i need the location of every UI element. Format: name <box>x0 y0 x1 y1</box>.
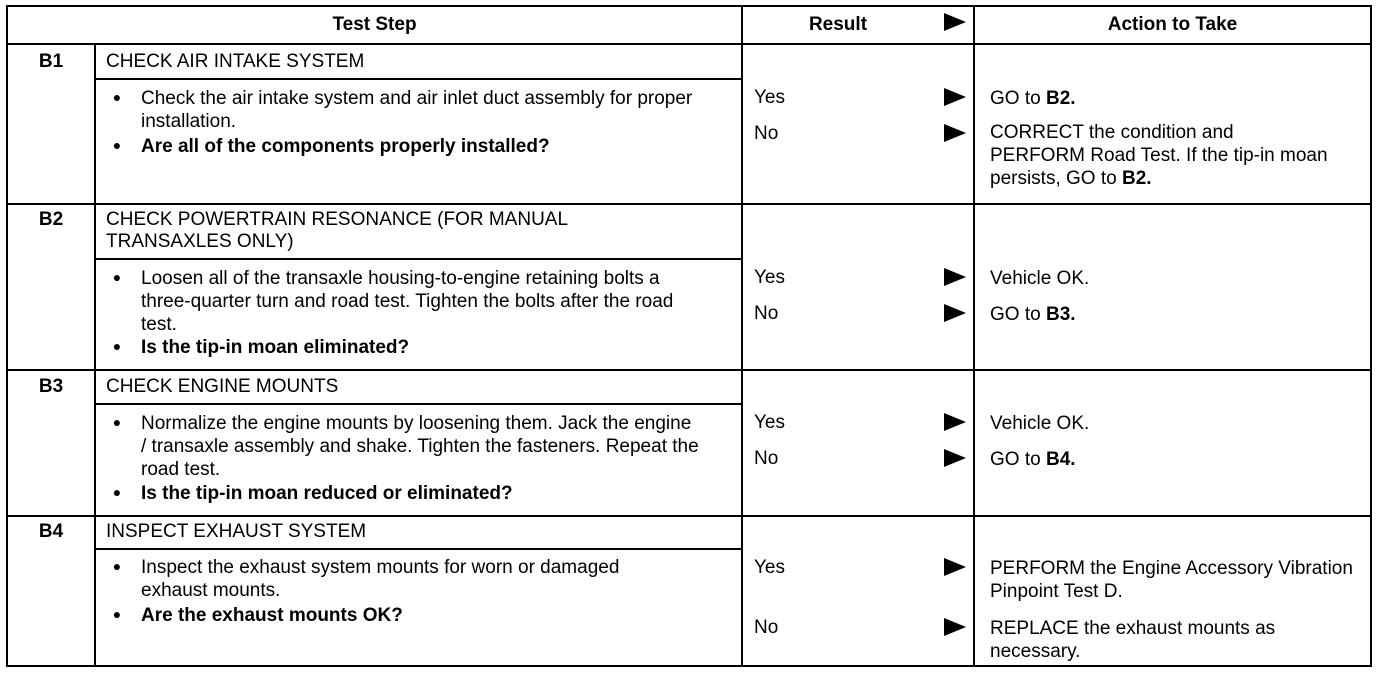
step-code: B4 <box>38 521 64 542</box>
step-title: CHECK POWERTRAIN RESONANCE (FOR MANUAL TRANSAXLES ONLY) <box>106 209 568 252</box>
step-question: Are the exhaust mounts OK? <box>141 605 403 626</box>
step-title: CHECK ENGINE MOUNTS <box>106 376 339 397</box>
action-yes: Vehicle OK. <box>990 268 1090 289</box>
action-no <box>990 448 1370 471</box>
arrow-right-icon <box>944 124 966 142</box>
arrow-right-icon <box>944 304 966 322</box>
header-test-step: Test Step <box>332 14 417 35</box>
result-no: No <box>754 123 779 144</box>
action-no <box>990 121 1330 190</box>
step-code: B1 <box>38 51 64 72</box>
bullet-icon: ● <box>112 606 122 622</box>
step-title: CHECK AIR INTAKE SYSTEM <box>106 51 365 72</box>
bullet-icon: ● <box>112 414 122 430</box>
column-divider-result <box>741 7 743 665</box>
bullet-icon: ● <box>112 269 122 285</box>
step-title: INSPECT EXHAUST SYSTEM <box>106 521 367 542</box>
arrow-right-icon <box>944 88 966 106</box>
result-no: No <box>754 303 779 324</box>
bullet-icon: ● <box>112 338 122 354</box>
header-result: Result <box>808 14 868 35</box>
action-text: GO to <box>990 88 1046 109</box>
arrow-right-icon <box>944 618 966 636</box>
action-text: GO to <box>990 304 1046 325</box>
pinpoint-test-table <box>6 5 1372 667</box>
header-divider <box>8 43 1370 45</box>
bullet-icon: ● <box>112 137 122 153</box>
title-divider <box>94 258 741 260</box>
arrow-right-icon <box>944 449 966 467</box>
step-code: B3 <box>38 376 64 397</box>
header-action: Action to Take <box>1107 14 1238 35</box>
step-reference: B3. <box>1045 304 1076 325</box>
step-question: Is the tip-in moan reduced or eliminated? <box>141 483 513 504</box>
result-yes: Yes <box>754 87 785 108</box>
title-divider <box>94 548 741 550</box>
action-yes: PERFORM the Engine Accessory Vibration Pinpoint Test D. <box>990 558 1353 602</box>
action-text: GO to <box>990 449 1046 470</box>
result-yes: Yes <box>754 557 785 578</box>
step-code: B2 <box>38 209 64 230</box>
code-divider <box>94 43 96 203</box>
action-yes <box>990 87 1370 110</box>
step-instruction: Normalize the engine mounts by loosening them. Jack the engine / transaxle assembly and shake. Tighten the fasteners. Repeat the road test. <box>141 413 699 480</box>
result-yes: Yes <box>754 412 785 433</box>
step-instruction: Loosen all of the transaxle housing-to-engine retaining bolts a three-quarter turn and road test. Tighten the bolts after the road test. <box>141 268 674 335</box>
step-question: Is the tip-in moan eliminated? <box>141 337 410 358</box>
column-divider-action <box>973 7 975 665</box>
code-divider <box>94 515 96 665</box>
step-reference: B4. <box>1045 449 1076 470</box>
step-reference: B2. <box>1121 168 1152 189</box>
result-yes: Yes <box>754 267 785 288</box>
action-no: REPLACE the exhaust mounts as necessary. <box>990 618 1276 662</box>
code-divider <box>94 203 96 369</box>
step-instruction: Inspect the exhaust system mounts for worn or damaged exhaust mounts. <box>141 557 620 601</box>
header-arrow-icon <box>944 13 966 31</box>
step-reference: B2. <box>1045 88 1076 109</box>
arrow-right-icon <box>944 558 966 576</box>
row-divider <box>8 203 1370 205</box>
title-divider <box>94 78 741 80</box>
action-no <box>990 303 1370 326</box>
arrow-right-icon <box>944 268 966 286</box>
row-divider <box>8 515 1370 517</box>
arrow-right-icon <box>944 413 966 431</box>
result-no: No <box>754 448 779 469</box>
bullet-icon: ● <box>112 558 122 574</box>
title-divider <box>94 403 741 405</box>
step-question: Are all of the components properly installed? <box>141 136 550 157</box>
row-divider <box>8 369 1370 371</box>
action-yes: Vehicle OK. <box>990 413 1090 434</box>
result-no: No <box>754 617 779 638</box>
action-text: CORRECT the condition and PERFORM Road Test. If the tip-in moan persists, GO to <box>990 122 1328 189</box>
step-instruction: Check the air intake system and air inlet duct assembly for proper installation. <box>141 88 693 132</box>
code-divider <box>94 369 96 515</box>
bullet-icon: ● <box>112 484 122 500</box>
bullet-icon: ● <box>112 89 122 105</box>
